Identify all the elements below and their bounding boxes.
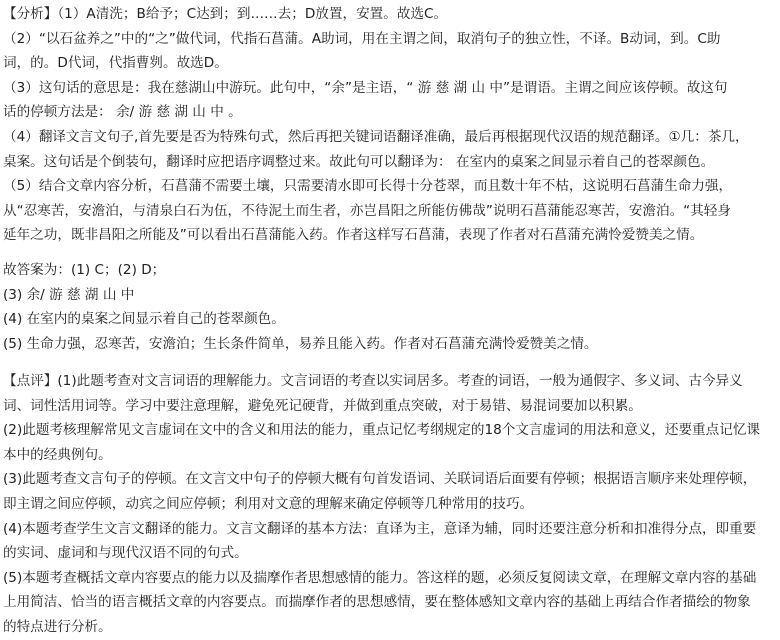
comment-line: 的特点进行分析。 — [3, 618, 112, 635]
analysis-line: 【分析】（1）A清洗；B给予；C达到；到……去；D放置，安置。故选C。 — [3, 6, 448, 22]
comment-line: (4)本题考查学生文言文翻译的能力。文言文翻译的基本方法：直译为主，意译为辅，同时还要注意分析和扣准得分点，即重要 — [3, 520, 757, 537]
comment-line: 即主谓之间应停顿，动宾之间应停顿；利用对文意的理解来确定停顿等几种常用的技巧。 — [3, 495, 534, 512]
answer-line: (4) 在室内的桌案之间显示着自己的苍翠颜色。 — [3, 311, 285, 328]
comment-line: 上用简洁、恰当的语言概括文章的内容要点。而揣摩作者的思想感情，要在整体感知文章内容的基础上再结合作者描绘的物象 — [3, 594, 751, 611]
comment-line: 【点评】(1)此题考查对文言词语的理解能力。文言词语的考查以实词居多。考查的词语，一般为通假字、多义词、古今异义 — [3, 373, 743, 389]
analysis-line: 话的停顿方法是： 余/ 游 慈 湖 山 中 。 — [3, 104, 242, 121]
comment-line: (2)此题考核理解常见文言虚词在文中的含义和用法的能力，重点记忆考纲规定的18个文言虚词的用法和意义，还要重点记忆课 — [3, 422, 761, 439]
answer-line: 故答案为：(1) C；(2) D； — [3, 262, 166, 278]
comment-line: 的实词、虚词和与现代汉语不同的句式。 — [3, 545, 248, 562]
comment-line: 词、词性活用词等。学习中要注意理解，避免死记硬背，并做到重点突破，对于易错、易混词要加以积累。 — [3, 397, 642, 414]
analysis-line: （2）“以石盆养之”中的“之”做代词，代指石菖蒲。A助词，用在主谓之间，取消句子的独立性，不译。B动词，到。C助 — [3, 30, 721, 47]
analysis-section — [3, 2, 775, 248]
comment-line: 本中的经典例句。 — [3, 446, 112, 463]
comment-line: (5)本题考查概括文章内容要点的能力以及揣摩作者思想感情的能力。答这样的题，必须反复阅读文章，在理解文章内容的基础 — [3, 569, 757, 586]
analysis-line: 延年之功，既非昌阳之所能及”可以看出石菖蒲能入药。作者这样写石菖蒲，表现了作者对石菖蒲充满怜爱赞美之情。 — [3, 227, 704, 244]
answer-line: (5) 生命力强，忍寒苦，安澹泊；生长条件简单，易养且能入药。作者对石菖蒲充满怜爱赞美之情。 — [3, 335, 598, 352]
analysis-line: 词，的。D代词，代指曹刿。故选D。 — [3, 55, 228, 72]
comment-section — [3, 369, 775, 640]
analysis-line: （5）结合文章内容分析，石菖蒲不需要土壤，只需要清水即可长得十分苍翠，而且数十年不枯，这说明石菖蒲生命力强， — [3, 178, 733, 195]
analysis-line: （4）翻译文言文句子,首先要是否为特殊句式，然后再把关键词语翻译准确，最后再根据现代汉语的规范翻译。①几：茶几， — [3, 128, 749, 145]
answer-section — [3, 258, 775, 356]
analysis-line: 从“忍寒苦，安澹泊，与清泉白石为伍，不待泥土而生者，亦岂昌阳之所能仿佛哉”说明石菖蒲能忍寒苦，安澹泊。“其轻身 — [3, 202, 731, 219]
analysis-line: 桌案。这句话是个倒装句，翻译时应把语序调整过来。故此句可以翻译为： 在室内的桌案之间显示着自己的苍翠颜色。 — [3, 153, 715, 170]
answer-line: (3) 余/ 游 慈 湖 山 中 — [3, 286, 135, 303]
comment-line: (3)此题考查文言句子的停顿。在文言文中句子的停顿大概有句首发语词、关联词语后面要有停顿；根据语言顺序来处理停顿， — [3, 471, 757, 488]
analysis-line: （3）这句话的意思是：我在慈湖山中游玩。此句中，“余”是主语，“ 游 慈 湖 山 中”是谓语。主谓之间应该停顿。故这句 — [3, 79, 728, 96]
